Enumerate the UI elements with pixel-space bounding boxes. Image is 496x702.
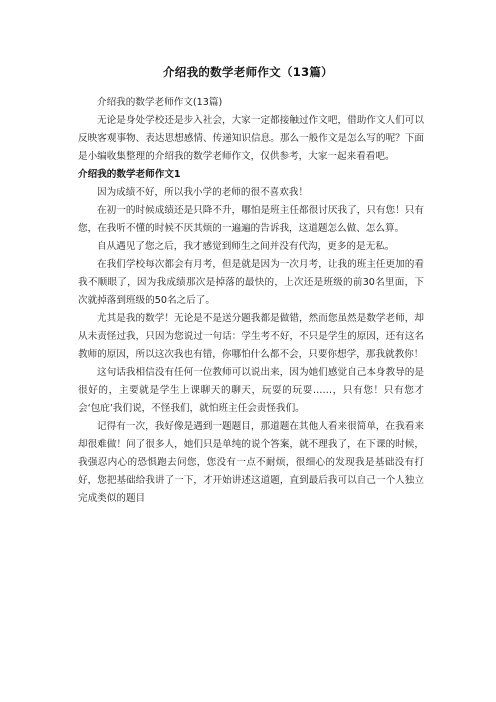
body-paragraph: 因为成绩不好，所以我小学的老师的很不喜欢我！: [97, 187, 309, 198]
body-paragraph: 在我们学校每次都会有月考，但是就是因为一次月考，让我的班主任更加的看我不顺眼了，因为我成绩那次是掉落的最快的，上次还是班级的前30名里面，下次就掉落到班级的50名之后了。: [78, 259, 424, 306]
body-paragraph: 自从遇见了您之后，我才感觉到师生之间并没有代沟，更多的是无私。: [97, 241, 395, 252]
body-paragraph: 记得有一次，我好像是遇到一题题目，那道题在其他人看来很简单，在我看来却很难做！问了很多人，她们只是单纯的说个答案，就不理我了，在下课的时候，我强忍内心的恐惧跑去问您，您没有一点不耐烦，很细心的发现我是基础没有打好，您把基础给我讲了一下，才开始讲述这道题，直到最后我可以自己一个人独立完成类似的题目: [78, 421, 424, 504]
intro-paragraph: 无论是身处学校还是步入社会，大家一定都接触过作文吧，借助作文人们可以反映客观事物、表达思想感情、传递知识信息。那么一般作文是怎么写的呢？下面是小编收集整理的介绍我的数学老师作文，仅供参考，大家一起来看看吧。: [78, 115, 424, 162]
document-subtitle: 介绍我的数学老师作文(13篇): [97, 97, 223, 108]
body-paragraph: 在初一的时候成绩还是只降不升，哪怕是班主任都很讨厌我了，只有您！只有您，在我听不懂的时候不厌其烦的一遍遍的告诉我，这道题怎么做、怎么算。: [78, 205, 424, 234]
body-paragraph: 这句话我相信没有任何一位教师可以说出来，因为她们感觉自己本身教导的是很好的，主要就是学生上课聊天的聊天，玩耍的玩耍……，只有您！只有您才会‘包庇’我们说，不怪我们，就怕班主任会责怪我们。: [78, 367, 424, 414]
document-body: [78, 94, 424, 508]
section-heading: 介绍我的数学老师作文1: [78, 169, 181, 180]
body-paragraph: 尤其是我的数学！无论是不是送分题我都是做错，然而您虽然是数学老师，却从未责怪过我，只因为您说过一句话：学生考不好，不只是学生的原因，还有这名教师的原因，所以这次我也有错，你哪怕什么都不会，只要你想学，那我就教你！: [78, 313, 424, 360]
document-title: 介绍我的数学老师作文（13篇）: [162, 65, 333, 79]
